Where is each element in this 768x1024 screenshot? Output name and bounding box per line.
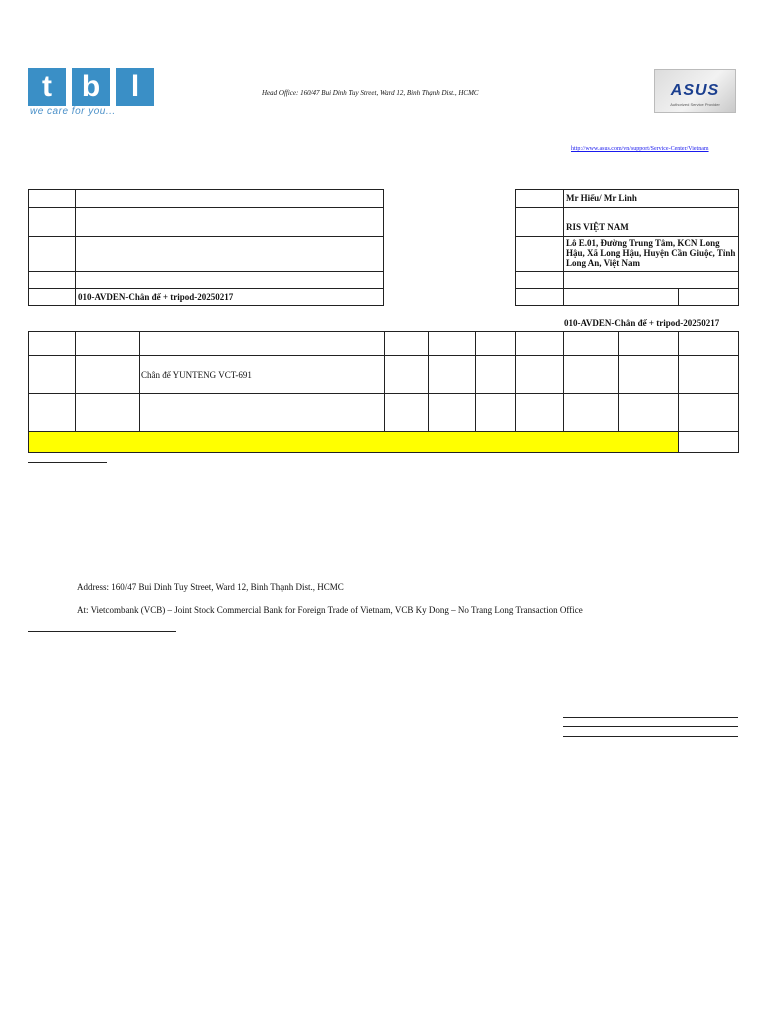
- table-row-cell: [618, 355, 679, 394]
- table-row-cell: [75, 393, 140, 432]
- th-col4: [384, 331, 429, 356]
- left-value-cell-3: [75, 236, 384, 272]
- th-col7: [515, 331, 564, 356]
- signature-line-2: [563, 726, 738, 727]
- logo-tagline: we care for you...: [30, 106, 116, 117]
- table-row-cell: [515, 393, 564, 432]
- reference-cell: 010-AVDEN-Chân đế + tripod-20250217: [75, 288, 384, 306]
- table-row-cell: [475, 355, 516, 394]
- right-label-cell-3: [515, 236, 564, 272]
- asus-logo-text: ASUS: [670, 82, 720, 99]
- table-row-cell: [515, 355, 564, 394]
- right-label-cell-4: [515, 271, 564, 289]
- logo-box-l: l: [116, 68, 154, 106]
- table-row-cell: [28, 355, 76, 394]
- table-row-cell: [384, 355, 429, 394]
- right-value-cell-4: [563, 271, 739, 289]
- table-row-cell: [475, 393, 516, 432]
- total-row-value: [678, 431, 739, 453]
- signature-line-3: [563, 736, 738, 737]
- table-row-cell: [28, 393, 76, 432]
- right-label-cell-2: [515, 207, 564, 237]
- th-col8: [563, 331, 619, 356]
- total-row-label: [28, 431, 679, 453]
- right-label-cell-5: [515, 288, 564, 306]
- asus-logo: [654, 69, 736, 113]
- signature-line-1: [563, 717, 738, 718]
- asus-logo-subtext: Authorized Service Provider: [670, 102, 720, 107]
- left-label-cell-3: [28, 236, 76, 272]
- th-col5: [428, 331, 476, 356]
- table-row-cell: [618, 393, 679, 432]
- left-label-cell-1: [28, 189, 76, 208]
- left-label-cell-4: [28, 271, 76, 289]
- table-row-cell: [75, 355, 140, 394]
- left-value-cell-4: [75, 271, 384, 289]
- reference-right: 010-AVDEN-Chân đế + tripod-20250217: [564, 318, 720, 328]
- footer-bank: At: Vietcombank (VCB) – Joint Stock Commercial Bank for Foreign Trade of Vietnam, VCB Ky Dong – No Trang Long Transaction Office: [77, 605, 583, 615]
- th-col6: [475, 331, 516, 356]
- table-row-cell: [428, 355, 476, 394]
- table-row-cell: [678, 393, 739, 432]
- th-description: [139, 331, 385, 356]
- service-center-link[interactable]: http://www.asus.com/vn/support/Service-Center/Vietnam: [571, 146, 709, 152]
- footer-address: Address: 160/47 Bui Dinh Tuy Street, Ward 12, Binh Thạnh Dist., HCMC: [77, 582, 344, 592]
- footer-divider: [28, 631, 176, 632]
- underline-divider: [28, 462, 107, 463]
- left-label-cell-2: [28, 207, 76, 237]
- left-value-cell-2: [75, 207, 384, 237]
- table-row-cell: [384, 393, 429, 432]
- contact-person: Mr Hiếu/ Mr Linh: [563, 189, 739, 208]
- th-col9: [618, 331, 679, 356]
- th-code: [75, 331, 140, 356]
- right-value-cell-5a: [563, 288, 679, 306]
- logo-box-b: b: [72, 68, 110, 106]
- right-label-cell-1: [515, 189, 564, 208]
- table-row-cell: [678, 355, 739, 394]
- table-row-cell: [139, 393, 385, 432]
- th-col10: [678, 331, 739, 356]
- table-row-cell: [563, 355, 619, 394]
- left-value-cell-1: [75, 189, 384, 208]
- table-row-cell: [428, 393, 476, 432]
- tbl-logo: [28, 68, 154, 116]
- logo-box-t: t: [28, 68, 66, 106]
- table-row-cell: [563, 393, 619, 432]
- head-office-address: Head Office: 160/47 Bui Dinh Tuy Street, Ward 12, Binh Thạnh Dist., HCMC: [262, 89, 479, 97]
- th-no: [28, 331, 76, 356]
- right-value-cell-5b: [678, 288, 739, 306]
- left-label-cell-5: [28, 288, 76, 306]
- item-description: Chân đế YUNTENG VCT-691: [139, 355, 385, 394]
- customer-company: RIS VIỆT NAM: [563, 207, 739, 237]
- customer-address: Lô E.01, Đường Trung Tâm, KCN Long Hậu, Xã Long Hậu, Huyện Cần Giuộc, Tỉnh Long An, Việt Nam: [563, 236, 739, 272]
